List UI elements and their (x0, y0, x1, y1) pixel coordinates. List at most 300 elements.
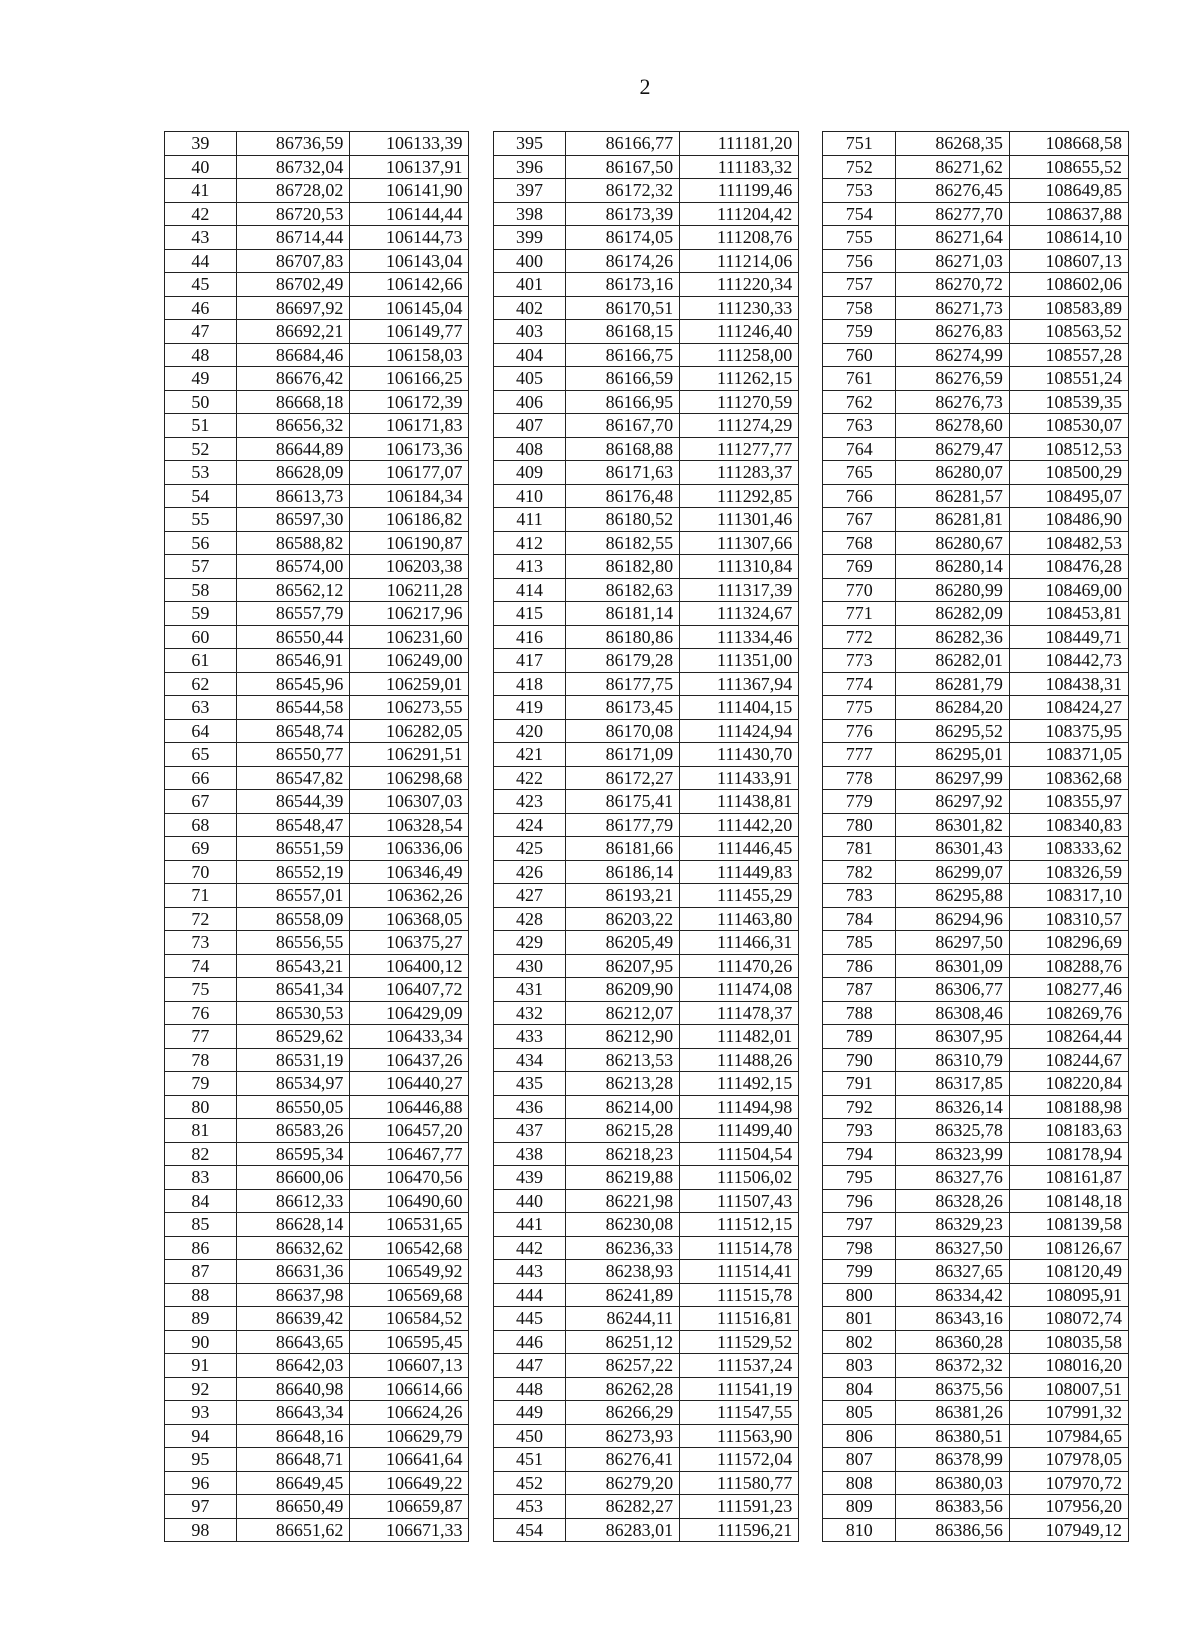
x-coordinate-cell: 86270,72 (896, 273, 1010, 297)
column-gap (799, 1142, 823, 1166)
table-row (165, 320, 1129, 344)
y-coordinate-cell: 108512,53 (1009, 437, 1128, 461)
point-number-cell: 85 (165, 1213, 237, 1237)
point-number-cell: 67 (165, 790, 237, 814)
x-coordinate-cell: 86544,39 (236, 790, 350, 814)
point-number-cell: 451 (493, 1448, 566, 1472)
y-coordinate-cell: 111572,04 (680, 1448, 799, 1472)
y-coordinate-cell: 111478,37 (680, 1001, 799, 1025)
x-coordinate-cell: 86306,77 (896, 978, 1010, 1002)
column-gap (469, 390, 493, 414)
column-gap (469, 884, 493, 908)
x-coordinate-cell: 86174,26 (566, 249, 680, 273)
point-number-cell: 88 (165, 1283, 237, 1307)
table-row (165, 884, 1129, 908)
y-coordinate-cell: 106143,04 (350, 249, 469, 273)
point-number-cell: 762 (823, 390, 896, 414)
point-number-cell: 407 (493, 414, 566, 438)
point-number-cell: 411 (493, 508, 566, 532)
y-coordinate-cell: 111204,42 (680, 202, 799, 226)
point-number-cell: 434 (493, 1048, 566, 1072)
column-gap (469, 602, 493, 626)
y-coordinate-cell: 111470,26 (680, 954, 799, 978)
y-coordinate-cell: 108424,27 (1009, 696, 1128, 720)
x-coordinate-cell: 86531,19 (236, 1048, 350, 1072)
column-gap (469, 719, 493, 743)
point-number-cell: 90 (165, 1330, 237, 1354)
x-coordinate-cell: 86329,23 (896, 1213, 1010, 1237)
x-coordinate-cell: 86548,47 (236, 813, 350, 837)
x-coordinate-cell: 86650,49 (236, 1495, 350, 1519)
x-coordinate-cell: 86280,67 (896, 531, 1010, 555)
y-coordinate-cell: 106158,03 (350, 343, 469, 367)
x-coordinate-cell: 86219,88 (566, 1166, 680, 1190)
x-coordinate-cell: 86375,56 (896, 1377, 1010, 1401)
point-number-cell: 435 (493, 1072, 566, 1096)
point-number-cell: 440 (493, 1189, 566, 1213)
x-coordinate-cell: 86271,62 (896, 155, 1010, 179)
y-coordinate-cell: 108649,85 (1009, 179, 1128, 203)
x-coordinate-cell: 86266,29 (566, 1401, 680, 1425)
column-gap (469, 1495, 493, 1519)
point-number-cell: 791 (823, 1072, 896, 1096)
column-gap (799, 484, 823, 508)
column-gap (799, 1424, 823, 1448)
x-coordinate-cell: 86642,03 (236, 1354, 350, 1378)
y-coordinate-cell: 108602,06 (1009, 273, 1128, 297)
column-gap (799, 508, 823, 532)
x-coordinate-cell: 86257,22 (566, 1354, 680, 1378)
point-number-cell: 800 (823, 1283, 896, 1307)
y-coordinate-cell: 108016,20 (1009, 1354, 1128, 1378)
column-gap (799, 1401, 823, 1425)
y-coordinate-cell: 108655,52 (1009, 155, 1128, 179)
x-coordinate-cell: 86172,27 (566, 766, 680, 790)
point-number-cell: 438 (493, 1142, 566, 1166)
y-coordinate-cell: 108035,58 (1009, 1330, 1128, 1354)
table-row (165, 1142, 1129, 1166)
column-gap (469, 531, 493, 555)
x-coordinate-cell: 86181,14 (566, 602, 680, 626)
point-number-cell: 395 (493, 132, 566, 156)
table-row (165, 766, 1129, 790)
y-coordinate-cell: 108220,84 (1009, 1072, 1128, 1096)
table-row (165, 907, 1129, 931)
point-number-cell: 94 (165, 1424, 237, 1448)
x-coordinate-cell: 86631,36 (236, 1260, 350, 1284)
x-coordinate-cell: 86343,16 (896, 1307, 1010, 1331)
x-coordinate-cell: 86297,99 (896, 766, 1010, 790)
y-coordinate-cell: 106177,07 (350, 461, 469, 485)
x-coordinate-cell: 86214,00 (566, 1095, 680, 1119)
x-coordinate-cell: 86301,09 (896, 954, 1010, 978)
point-number-cell: 450 (493, 1424, 566, 1448)
point-number-cell: 53 (165, 461, 237, 485)
table-row (165, 437, 1129, 461)
column-gap (799, 296, 823, 320)
y-coordinate-cell: 106172,39 (350, 390, 469, 414)
x-coordinate-cell: 86529,62 (236, 1025, 350, 1049)
column-gap (469, 414, 493, 438)
x-coordinate-cell: 86714,44 (236, 226, 350, 250)
y-coordinate-cell: 106569,68 (350, 1283, 469, 1307)
y-coordinate-cell: 111274,29 (680, 414, 799, 438)
table-row (165, 367, 1129, 391)
y-coordinate-cell: 111404,15 (680, 696, 799, 720)
column-gap (799, 931, 823, 955)
point-number-cell: 786 (823, 954, 896, 978)
y-coordinate-cell: 108340,83 (1009, 813, 1128, 837)
point-number-cell: 789 (823, 1025, 896, 1049)
column-gap (469, 132, 493, 156)
point-number-cell: 399 (493, 226, 566, 250)
column-gap (799, 1119, 823, 1143)
x-coordinate-cell: 86545,96 (236, 672, 350, 696)
table-row (165, 343, 1129, 367)
x-coordinate-cell: 86284,20 (896, 696, 1010, 720)
x-coordinate-cell: 86294,96 (896, 907, 1010, 931)
y-coordinate-cell: 106259,01 (350, 672, 469, 696)
point-number-cell: 444 (493, 1283, 566, 1307)
point-number-cell: 396 (493, 155, 566, 179)
column-gap (469, 1471, 493, 1495)
column-gap (799, 1001, 823, 1025)
y-coordinate-cell: 107970,72 (1009, 1471, 1128, 1495)
y-coordinate-cell: 111351,00 (680, 649, 799, 673)
y-coordinate-cell: 111514,41 (680, 1260, 799, 1284)
y-coordinate-cell: 108438,31 (1009, 672, 1128, 696)
y-coordinate-cell: 111515,78 (680, 1283, 799, 1307)
table-row (165, 531, 1129, 555)
y-coordinate-cell: 106614,66 (350, 1377, 469, 1401)
x-coordinate-cell: 86281,79 (896, 672, 1010, 696)
x-coordinate-cell: 86283,01 (566, 1518, 680, 1542)
point-number-cell: 768 (823, 531, 896, 555)
y-coordinate-cell: 106446,88 (350, 1095, 469, 1119)
y-coordinate-cell: 108269,76 (1009, 1001, 1128, 1025)
x-coordinate-cell: 86697,92 (236, 296, 350, 320)
y-coordinate-cell: 106282,05 (350, 719, 469, 743)
column-gap (799, 1448, 823, 1472)
column-gap (799, 1048, 823, 1072)
x-coordinate-cell: 86684,46 (236, 343, 350, 367)
x-coordinate-cell: 86282,27 (566, 1495, 680, 1519)
y-coordinate-cell: 108148,18 (1009, 1189, 1128, 1213)
y-coordinate-cell: 108539,35 (1009, 390, 1128, 414)
column-gap (469, 367, 493, 391)
column-gap (469, 1518, 493, 1542)
column-gap (799, 555, 823, 579)
point-number-cell: 787 (823, 978, 896, 1002)
point-number-cell: 406 (493, 390, 566, 414)
y-coordinate-cell: 111292,85 (680, 484, 799, 508)
table-row (165, 578, 1129, 602)
point-number-cell: 808 (823, 1471, 896, 1495)
x-coordinate-cell: 86207,95 (566, 954, 680, 978)
y-coordinate-cell: 106467,77 (350, 1142, 469, 1166)
y-coordinate-cell: 106429,09 (350, 1001, 469, 1025)
point-number-cell: 47 (165, 320, 237, 344)
x-coordinate-cell: 86280,07 (896, 461, 1010, 485)
point-number-cell: 774 (823, 672, 896, 696)
y-coordinate-cell: 111506,02 (680, 1166, 799, 1190)
y-coordinate-cell: 111310,84 (680, 555, 799, 579)
x-coordinate-cell: 86381,26 (896, 1401, 1010, 1425)
x-coordinate-cell: 86170,08 (566, 719, 680, 743)
x-coordinate-cell: 86327,50 (896, 1236, 1010, 1260)
point-number-cell: 447 (493, 1354, 566, 1378)
y-coordinate-cell: 106346,49 (350, 860, 469, 884)
x-coordinate-cell: 86181,66 (566, 837, 680, 861)
column-gap (799, 367, 823, 391)
point-number-cell: 82 (165, 1142, 237, 1166)
y-coordinate-cell: 111283,37 (680, 461, 799, 485)
column-gap (799, 672, 823, 696)
point-number-cell: 400 (493, 249, 566, 273)
point-number-cell: 66 (165, 766, 237, 790)
column-gap (799, 790, 823, 814)
x-coordinate-cell: 86173,45 (566, 696, 680, 720)
x-coordinate-cell: 86167,50 (566, 155, 680, 179)
point-number-cell: 404 (493, 343, 566, 367)
table-row (165, 813, 1129, 837)
point-number-cell: 771 (823, 602, 896, 626)
column-gap (799, 273, 823, 297)
y-coordinate-cell: 106190,87 (350, 531, 469, 555)
table-row (165, 1424, 1129, 1448)
x-coordinate-cell: 86588,82 (236, 531, 350, 555)
point-number-cell: 777 (823, 743, 896, 767)
x-coordinate-cell: 86174,05 (566, 226, 680, 250)
y-coordinate-cell: 108668,58 (1009, 132, 1128, 156)
x-coordinate-cell: 86203,22 (566, 907, 680, 931)
point-number-cell: 55 (165, 508, 237, 532)
y-coordinate-cell: 108495,07 (1009, 484, 1128, 508)
x-coordinate-cell: 86278,60 (896, 414, 1010, 438)
point-number-cell: 772 (823, 625, 896, 649)
point-number-cell: 49 (165, 367, 237, 391)
y-coordinate-cell: 108607,13 (1009, 249, 1128, 273)
x-coordinate-cell: 86171,63 (566, 461, 680, 485)
column-gap (469, 766, 493, 790)
x-coordinate-cell: 86613,73 (236, 484, 350, 508)
x-coordinate-cell: 86276,45 (896, 179, 1010, 203)
column-gap (799, 320, 823, 344)
y-coordinate-cell: 108326,59 (1009, 860, 1128, 884)
x-coordinate-cell: 86530,53 (236, 1001, 350, 1025)
y-coordinate-cell: 106584,52 (350, 1307, 469, 1331)
column-gap (469, 320, 493, 344)
table-row (165, 860, 1129, 884)
point-number-cell: 448 (493, 1377, 566, 1401)
point-number-cell: 397 (493, 179, 566, 203)
column-gap (799, 1025, 823, 1049)
y-coordinate-cell: 108126,67 (1009, 1236, 1128, 1260)
point-number-cell: 446 (493, 1330, 566, 1354)
point-number-cell: 433 (493, 1025, 566, 1049)
table-row (165, 155, 1129, 179)
point-number-cell: 402 (493, 296, 566, 320)
x-coordinate-cell: 86276,59 (896, 367, 1010, 391)
column-gap (799, 343, 823, 367)
x-coordinate-cell: 86544,58 (236, 696, 350, 720)
point-number-cell: 48 (165, 343, 237, 367)
y-coordinate-cell: 106440,27 (350, 1072, 469, 1096)
x-coordinate-cell: 86326,14 (896, 1095, 1010, 1119)
point-number-cell: 424 (493, 813, 566, 837)
y-coordinate-cell: 108486,90 (1009, 508, 1128, 532)
point-number-cell: 805 (823, 1401, 896, 1425)
x-coordinate-cell: 86557,79 (236, 602, 350, 626)
point-number-cell: 778 (823, 766, 896, 790)
column-gap (799, 1518, 823, 1542)
point-number-cell: 79 (165, 1072, 237, 1096)
y-coordinate-cell: 111214,06 (680, 249, 799, 273)
x-coordinate-cell: 86692,21 (236, 320, 350, 344)
x-coordinate-cell: 86543,21 (236, 954, 350, 978)
point-number-cell: 804 (823, 1377, 896, 1401)
column-gap (469, 1401, 493, 1425)
point-number-cell: 797 (823, 1213, 896, 1237)
y-coordinate-cell: 108244,67 (1009, 1048, 1128, 1072)
y-coordinate-cell: 108317,10 (1009, 884, 1128, 908)
y-coordinate-cell: 111438,81 (680, 790, 799, 814)
x-coordinate-cell: 86241,89 (566, 1283, 680, 1307)
column-gap (799, 1213, 823, 1237)
point-number-cell: 809 (823, 1495, 896, 1519)
point-number-cell: 441 (493, 1213, 566, 1237)
x-coordinate-cell: 86732,04 (236, 155, 350, 179)
x-coordinate-cell: 86166,77 (566, 132, 680, 156)
point-number-cell: 414 (493, 578, 566, 602)
y-coordinate-cell: 106671,33 (350, 1518, 469, 1542)
column-gap (799, 649, 823, 673)
y-coordinate-cell: 108637,88 (1009, 202, 1128, 226)
x-coordinate-cell: 86649,45 (236, 1471, 350, 1495)
x-coordinate-cell: 86656,32 (236, 414, 350, 438)
y-coordinate-cell: 111474,08 (680, 978, 799, 1002)
table-row (165, 1189, 1129, 1213)
point-number-cell: 792 (823, 1095, 896, 1119)
point-number-cell: 50 (165, 390, 237, 414)
x-coordinate-cell: 86175,41 (566, 790, 680, 814)
column-gap (469, 1330, 493, 1354)
point-number-cell: 784 (823, 907, 896, 931)
y-coordinate-cell: 108139,58 (1009, 1213, 1128, 1237)
y-coordinate-cell: 106141,90 (350, 179, 469, 203)
y-coordinate-cell: 111455,29 (680, 884, 799, 908)
y-coordinate-cell: 108551,24 (1009, 367, 1128, 391)
x-coordinate-cell: 86301,82 (896, 813, 1010, 837)
y-coordinate-cell: 111596,21 (680, 1518, 799, 1542)
point-number-cell: 416 (493, 625, 566, 649)
column-gap (469, 1354, 493, 1378)
x-coordinate-cell: 86648,71 (236, 1448, 350, 1472)
y-coordinate-cell: 108476,28 (1009, 555, 1128, 579)
point-number-cell: 431 (493, 978, 566, 1002)
point-number-cell: 59 (165, 602, 237, 626)
y-coordinate-cell: 106144,44 (350, 202, 469, 226)
point-number-cell: 54 (165, 484, 237, 508)
y-coordinate-cell: 106328,54 (350, 813, 469, 837)
y-coordinate-cell: 106307,03 (350, 790, 469, 814)
y-coordinate-cell: 106649,22 (350, 1471, 469, 1495)
y-coordinate-cell: 111181,20 (680, 132, 799, 156)
point-number-cell: 795 (823, 1166, 896, 1190)
y-coordinate-cell: 108375,95 (1009, 719, 1128, 743)
point-number-cell: 753 (823, 179, 896, 203)
x-coordinate-cell: 86177,75 (566, 672, 680, 696)
x-coordinate-cell: 86307,95 (896, 1025, 1010, 1049)
x-coordinate-cell: 86550,77 (236, 743, 350, 767)
point-number-cell: 56 (165, 531, 237, 555)
table-row (165, 226, 1129, 250)
column-gap (469, 437, 493, 461)
y-coordinate-cell: 106217,96 (350, 602, 469, 626)
column-gap (469, 1119, 493, 1143)
point-number-cell: 439 (493, 1166, 566, 1190)
point-number-cell: 46 (165, 296, 237, 320)
x-coordinate-cell: 86179,28 (566, 649, 680, 673)
point-number-cell: 60 (165, 625, 237, 649)
x-coordinate-cell: 86271,64 (896, 226, 1010, 250)
column-gap (469, 1424, 493, 1448)
point-number-cell: 418 (493, 672, 566, 696)
column-gap (469, 649, 493, 673)
y-coordinate-cell: 107978,05 (1009, 1448, 1128, 1472)
x-coordinate-cell: 86707,83 (236, 249, 350, 273)
y-coordinate-cell: 111270,59 (680, 390, 799, 414)
point-number-cell: 398 (493, 202, 566, 226)
point-number-cell: 42 (165, 202, 237, 226)
point-number-cell: 437 (493, 1119, 566, 1143)
point-number-cell: 80 (165, 1095, 237, 1119)
column-gap (469, 296, 493, 320)
x-coordinate-cell: 86317,85 (896, 1072, 1010, 1096)
point-number-cell: 52 (165, 437, 237, 461)
point-number-cell: 783 (823, 884, 896, 908)
x-coordinate-cell: 86251,12 (566, 1330, 680, 1354)
x-coordinate-cell: 86308,46 (896, 1001, 1010, 1025)
y-coordinate-cell: 106298,68 (350, 766, 469, 790)
column-gap (799, 414, 823, 438)
column-gap (469, 226, 493, 250)
point-number-cell: 58 (165, 578, 237, 602)
y-coordinate-cell: 111258,00 (680, 343, 799, 367)
column-gap (469, 273, 493, 297)
x-coordinate-cell: 86176,48 (566, 484, 680, 508)
point-number-cell: 776 (823, 719, 896, 743)
column-gap (469, 672, 493, 696)
x-coordinate-cell: 86213,28 (566, 1072, 680, 1096)
table-row (165, 132, 1129, 156)
point-number-cell: 419 (493, 696, 566, 720)
y-coordinate-cell: 107949,12 (1009, 1518, 1128, 1542)
page-number: 2 (639, 74, 651, 99)
table-row (165, 249, 1129, 273)
point-number-cell: 92 (165, 1377, 237, 1401)
column-gap (799, 719, 823, 743)
y-coordinate-cell: 108188,98 (1009, 1095, 1128, 1119)
column-gap (469, 1142, 493, 1166)
x-coordinate-cell: 86637,98 (236, 1283, 350, 1307)
y-coordinate-cell: 106659,87 (350, 1495, 469, 1519)
table-row (165, 602, 1129, 626)
x-coordinate-cell: 86271,73 (896, 296, 1010, 320)
column-gap (469, 461, 493, 485)
point-number-cell: 62 (165, 672, 237, 696)
table-row (165, 555, 1129, 579)
